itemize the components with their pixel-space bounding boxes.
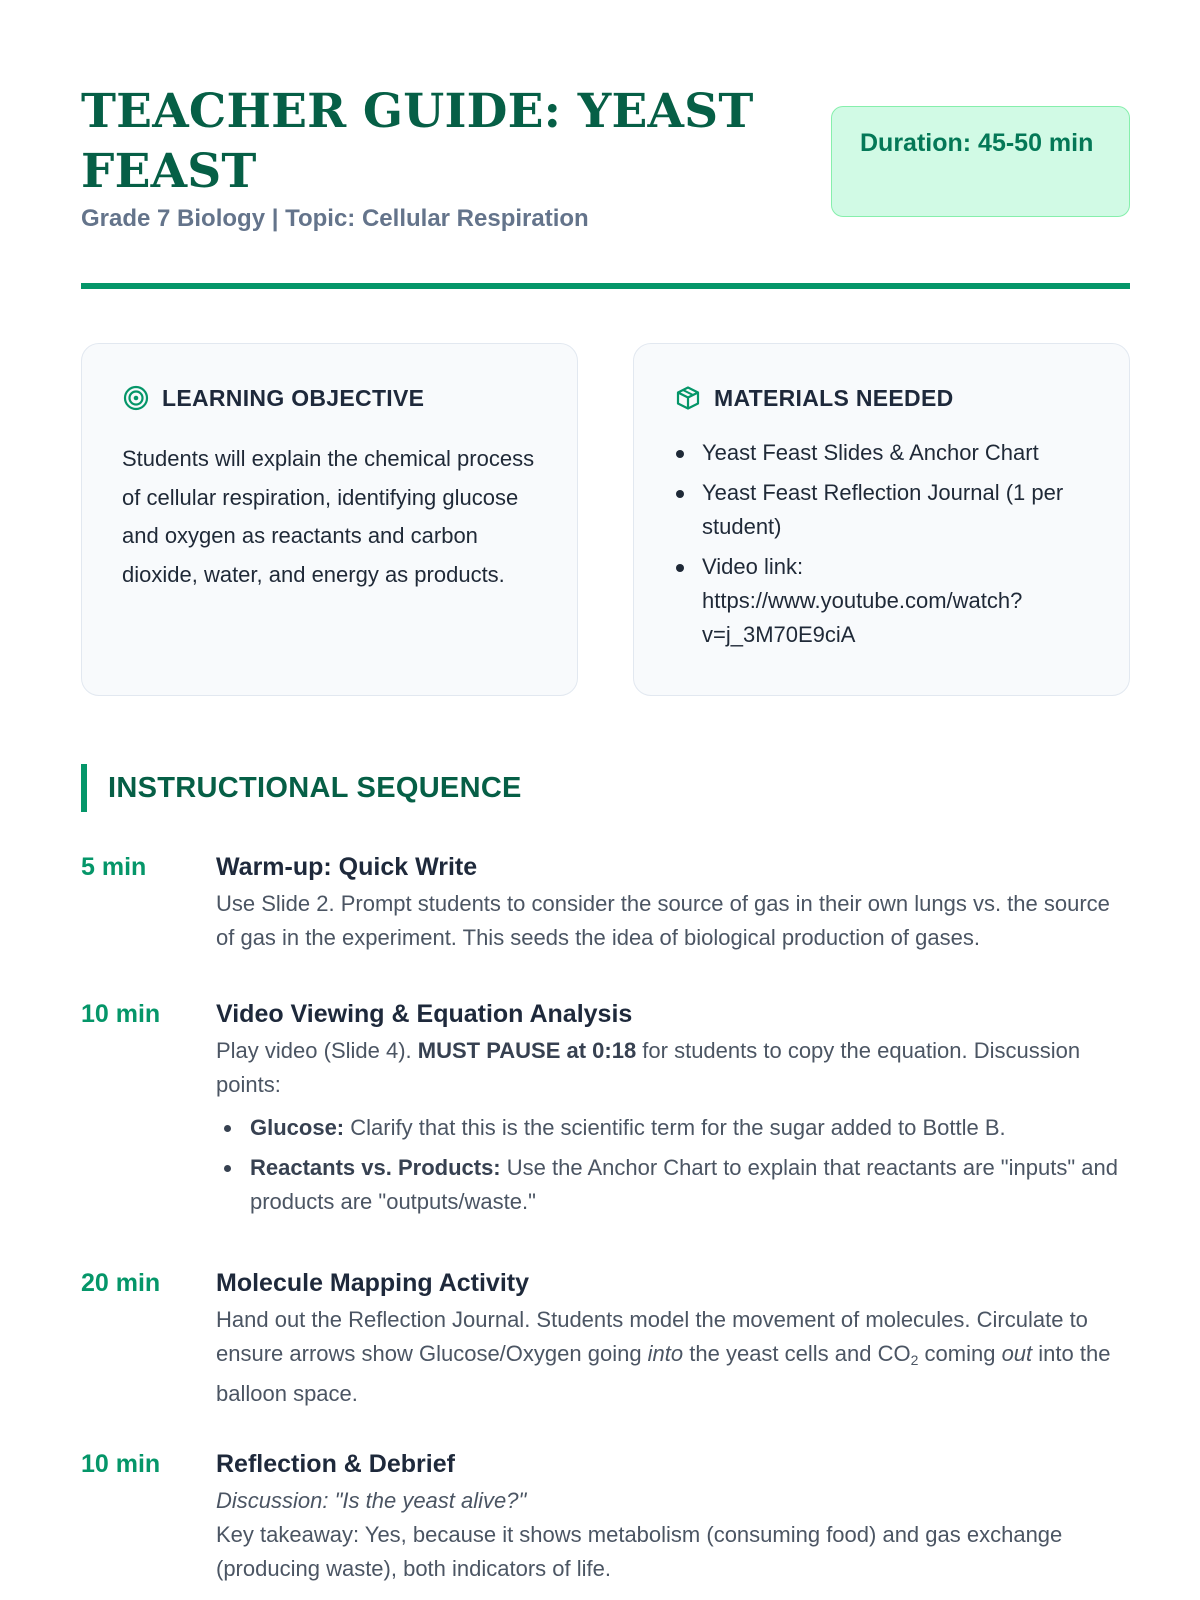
- step-content: [216, 850, 1130, 955]
- desc-text: coming: [918, 1341, 1002, 1366]
- bullet-label: Reactants vs. Products:: [250, 1155, 501, 1180]
- discussion-points-list: [216, 1111, 1130, 1219]
- step-title: Molecule Mapping Activity: [216, 1269, 530, 1297]
- step-title: Video Viewing & Equation Analysis: [216, 1000, 633, 1028]
- step-content: [216, 997, 1130, 1225]
- step-time: 10 min: [81, 1450, 161, 1478]
- discussion-prompt: Discussion: "Is the yeast alive?": [216, 1488, 527, 1513]
- materials-header: [674, 384, 954, 412]
- desc-text: Play video (Slide 4).: [216, 1038, 418, 1063]
- subscript: 2: [910, 1352, 919, 1368]
- step-description: [216, 1484, 1130, 1586]
- target-icon: [122, 384, 150, 412]
- step-title: Reflection & Debrief: [216, 1450, 455, 1478]
- step-content: [216, 1447, 1130, 1586]
- teacher-guide-page: [81, 0, 1130, 1600]
- learning-objective-card: [81, 343, 578, 696]
- step-description: [216, 1303, 1130, 1411]
- list-item: [216, 1151, 1130, 1219]
- page-title: TEACHER GUIDE: YEAST FEAST: [81, 84, 754, 199]
- bullet-label: Glucose:: [250, 1115, 345, 1140]
- step-time: 10 min: [81, 1000, 161, 1028]
- duration-badge: Duration: 45-50 min: [831, 106, 1130, 217]
- header: [81, 80, 1130, 290]
- instructional-sequence-header: [81, 764, 522, 812]
- header-divider: [81, 283, 1130, 289]
- materials-heading: MATERIALS NEEDED: [714, 384, 954, 411]
- desc-text: into the balloon space.: [216, 1341, 1111, 1406]
- pause-instruction: MUST PAUSE at 0:18: [417, 1038, 637, 1063]
- learning-objective-heading: LEARNING OBJECTIVE: [162, 384, 425, 411]
- learning-objective-text: Students will explain the chemical process of cellular respiration, identifying glucose and oxygen as reactants and carbon dioxide, water, and energy as products.: [122, 446, 535, 587]
- step-content: [216, 1266, 1130, 1411]
- desc-emphasis: out: [1001, 1341, 1033, 1366]
- step-description: [216, 1034, 1130, 1102]
- section-accent-bar: [81, 764, 87, 812]
- step-time: 5 min: [81, 853, 147, 881]
- page-subtitle: Grade 7 Biology | Topic: Cellular Respiration: [81, 205, 589, 232]
- learning-objective-header: [122, 384, 424, 412]
- list-item: [216, 1111, 1130, 1145]
- materials-list: [674, 436, 1104, 658]
- desc-emphasis: into: [647, 1341, 684, 1366]
- desc-text: the yeast cells and CO: [683, 1341, 911, 1366]
- desc-text: Hand out the Reflection Journal. Students model the movement of molecules. Circulate to ensure arrows show Glucose/Oxygen going: [216, 1307, 1088, 1366]
- key-takeaway: Key takeaway: Yes, because it shows metabolism (consuming food) and gas exchange (producing waste), both indicators of life.: [216, 1522, 1063, 1581]
- list-item: Yeast Feast Reflection Journal (1 per student): [674, 476, 1104, 544]
- section-title: INSTRUCTIONAL SEQUENCE: [108, 771, 522, 804]
- desc-text: for students to copy the equation. Discussion points:: [216, 1038, 1081, 1097]
- bullet-text: Use the Anchor Chart to explain that reactants are "inputs" and products are "outputs/waste.": [250, 1155, 1118, 1214]
- materials-card: [633, 343, 1130, 696]
- box-icon: [674, 384, 702, 412]
- bullet-text: Clarify that this is the scientific term for the sugar added to Bottle B.: [344, 1115, 1006, 1140]
- step-time: 20 min: [81, 1269, 161, 1297]
- video-link[interactable]: Video link: https://www.youtube.com/watch?v=j_3M70E9ciA: [674, 550, 1104, 652]
- step-description: Use Slide 2. Prompt students to consider the source of gas in their own lungs vs. the source of gas in the experiment. This seeds the idea of biological production of gases.: [216, 891, 1110, 950]
- list-item: Yeast Feast Slides & Anchor Chart: [674, 436, 1104, 470]
- step-title: Warm-up: Quick Write: [216, 853, 478, 881]
